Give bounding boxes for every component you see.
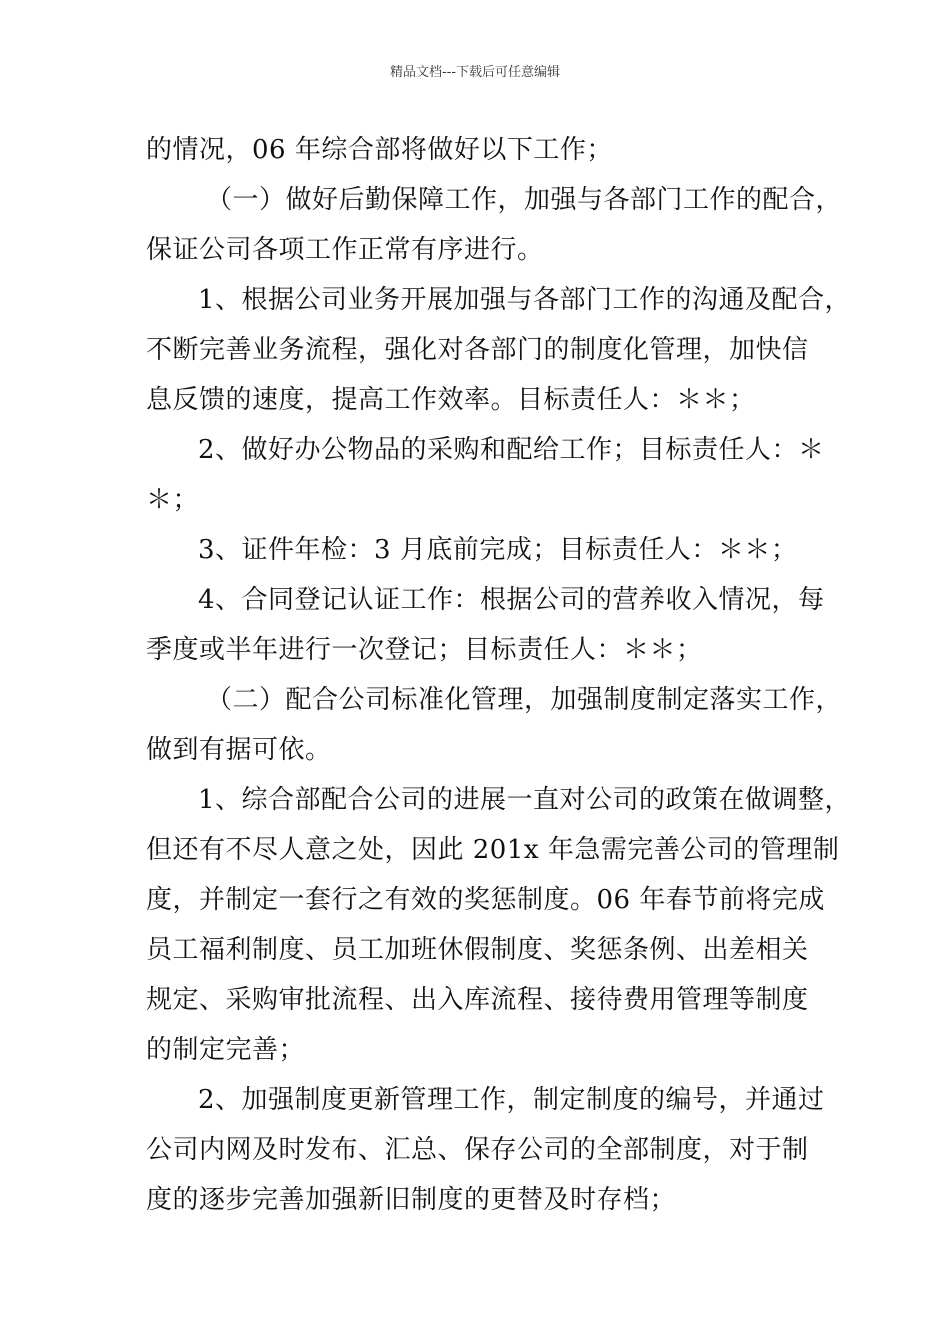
list-item-3: 3、证件年检：3 月底前完成；目标责任人：＊＊； xyxy=(198,535,798,565)
text-line: 的制定完善； xyxy=(146,1035,306,1065)
text-line: 但还有不尽人意之处，因此 201x 年急需完善公司的管理制 xyxy=(146,835,840,865)
section-heading-1: （一）做好后勤保障工作，加强与各部门工作的配合， xyxy=(206,185,843,215)
text-line: 度的逐步完善加强新旧制度的更替及时存档； xyxy=(146,1185,677,1215)
text-line: 做到有据可依。 xyxy=(146,735,332,765)
text-line: ＊； xyxy=(146,485,200,515)
text-line: 的情况，06 年综合部将做好以下工作； xyxy=(146,135,613,165)
text-line: 员工福利制度、员工加班休假制度、奖惩条例、出差相关 xyxy=(146,935,809,965)
list-item-4: 4、合同登记认证工作：根据公司的营养收入情况，每 xyxy=(198,585,825,615)
text-line: 度，并制定一套行之有效的奖惩制度。06 年春节前将完成 xyxy=(146,885,825,915)
text-line: 息反馈的速度，提高工作效率。目标责任人：＊＊； xyxy=(146,385,756,415)
text-line: 公司内网及时发布、汇总、保存公司的全部制度，对于制 xyxy=(146,1135,809,1165)
text-line: 不断完善业务流程，强化对各部门的制度化管理，加快信 xyxy=(146,335,809,365)
page-header: 精品文档---下载后可任意编辑 xyxy=(389,65,561,80)
list-item-1: 1、综合部配合公司的进展一直对公司的政策在做调整， xyxy=(198,785,852,815)
text-line: 规定、采购审批流程、出入库流程、接待费用管理等制度 xyxy=(146,985,809,1015)
section-heading-2: （二）配合公司标准化管理，加强制度制定落实工作， xyxy=(206,685,843,715)
text-line: 季度或半年进行一次登记；目标责任人：＊＊； xyxy=(146,635,703,665)
list-item-2: 2、加强制度更新管理工作，制定制度的编号，并通过 xyxy=(198,1085,825,1115)
text-line: 保证公司各项工作正常有序进行。 xyxy=(146,235,544,265)
list-item-2: 2、做好办公物品的采购和配给工作；目标责任人：＊ xyxy=(198,435,825,465)
list-item-1: 1、根据公司业务开展加强与各部门工作的沟通及配合， xyxy=(198,285,852,315)
